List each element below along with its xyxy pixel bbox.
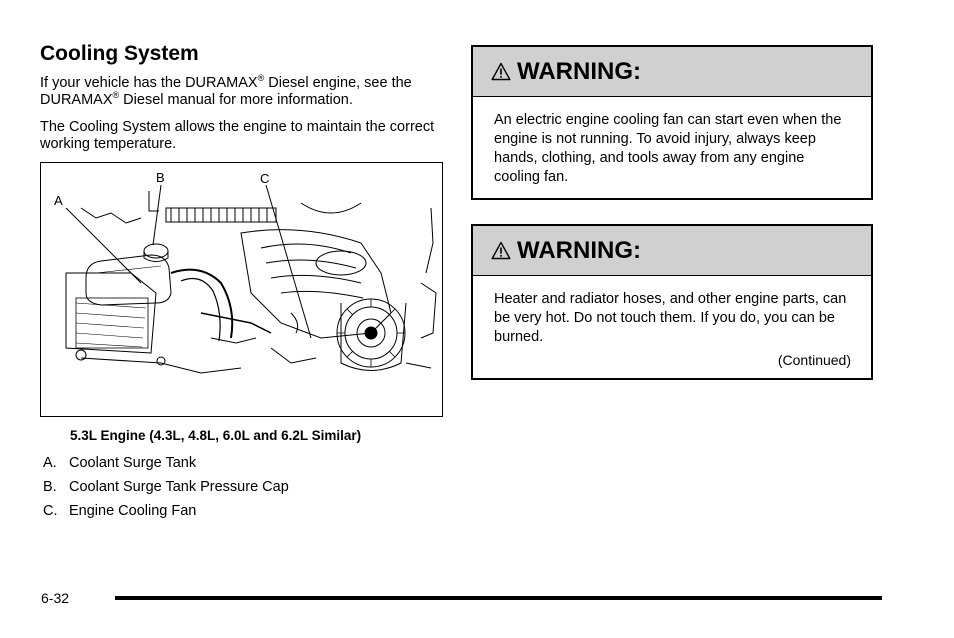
warning-title: WARNING: [517, 236, 641, 264]
intro-text-2: Diesel engine, see the DURAMAX [40, 75, 412, 108]
engine-drawing [41, 163, 442, 415]
warning-box-hoses [471, 224, 873, 380]
section-title: Cooling System [40, 42, 199, 65]
warning-triangle-icon [491, 62, 511, 81]
legend-text: Coolant Surge Tank [69, 455, 197, 471]
legend-letter: B. [43, 479, 57, 495]
page-number: 6-32 [41, 590, 70, 606]
engine-illustration [40, 162, 443, 417]
warning-box-fan [471, 45, 873, 200]
warning-text: An electric engine cooling fan can start even when the engine is not running. To avoid injury, always keep hands, clothing, and tools away from any engine cooling fan. [494, 112, 842, 185]
registered-mark: ® [257, 73, 265, 84]
figure-caption: 5.3L Engine (4.3L, 4.8L, 6.0L and 6.2L Similar) [70, 428, 362, 443]
legend-letter: A. [43, 455, 57, 471]
warning-triangle-icon [491, 241, 511, 260]
warning-header [473, 226, 871, 276]
warning-body [473, 276, 871, 376]
callout-c: C [260, 171, 270, 186]
warning-title: WARNING: [517, 57, 641, 85]
cooling-system-description: The Cooling System allows the engine to maintain the correct working temperature. [40, 119, 435, 152]
footer-rule [115, 596, 882, 600]
continued-label: (Continued) [777, 352, 851, 368]
callout-a: A [54, 193, 63, 208]
legend-text: Coolant Surge Tank Pressure Cap [69, 479, 289, 495]
callout-b: B [156, 170, 165, 185]
legend-letter: C. [43, 503, 58, 519]
warning-text: Heater and radiator hoses, and other engine parts, can be very hot. Do not touch them. If you do, you can be burned. [494, 291, 847, 345]
cooling-system-section [40, 40, 445, 152]
intro-text-3: Diesel manual for more information. [119, 92, 353, 108]
legend-text: Engine Cooling Fan [69, 503, 197, 519]
intro-text-1: If your vehicle has the DURAMAX [40, 75, 258, 91]
warning-header [473, 47, 871, 97]
duramax-note [40, 75, 445, 109]
registered-mark: ® [112, 90, 120, 101]
